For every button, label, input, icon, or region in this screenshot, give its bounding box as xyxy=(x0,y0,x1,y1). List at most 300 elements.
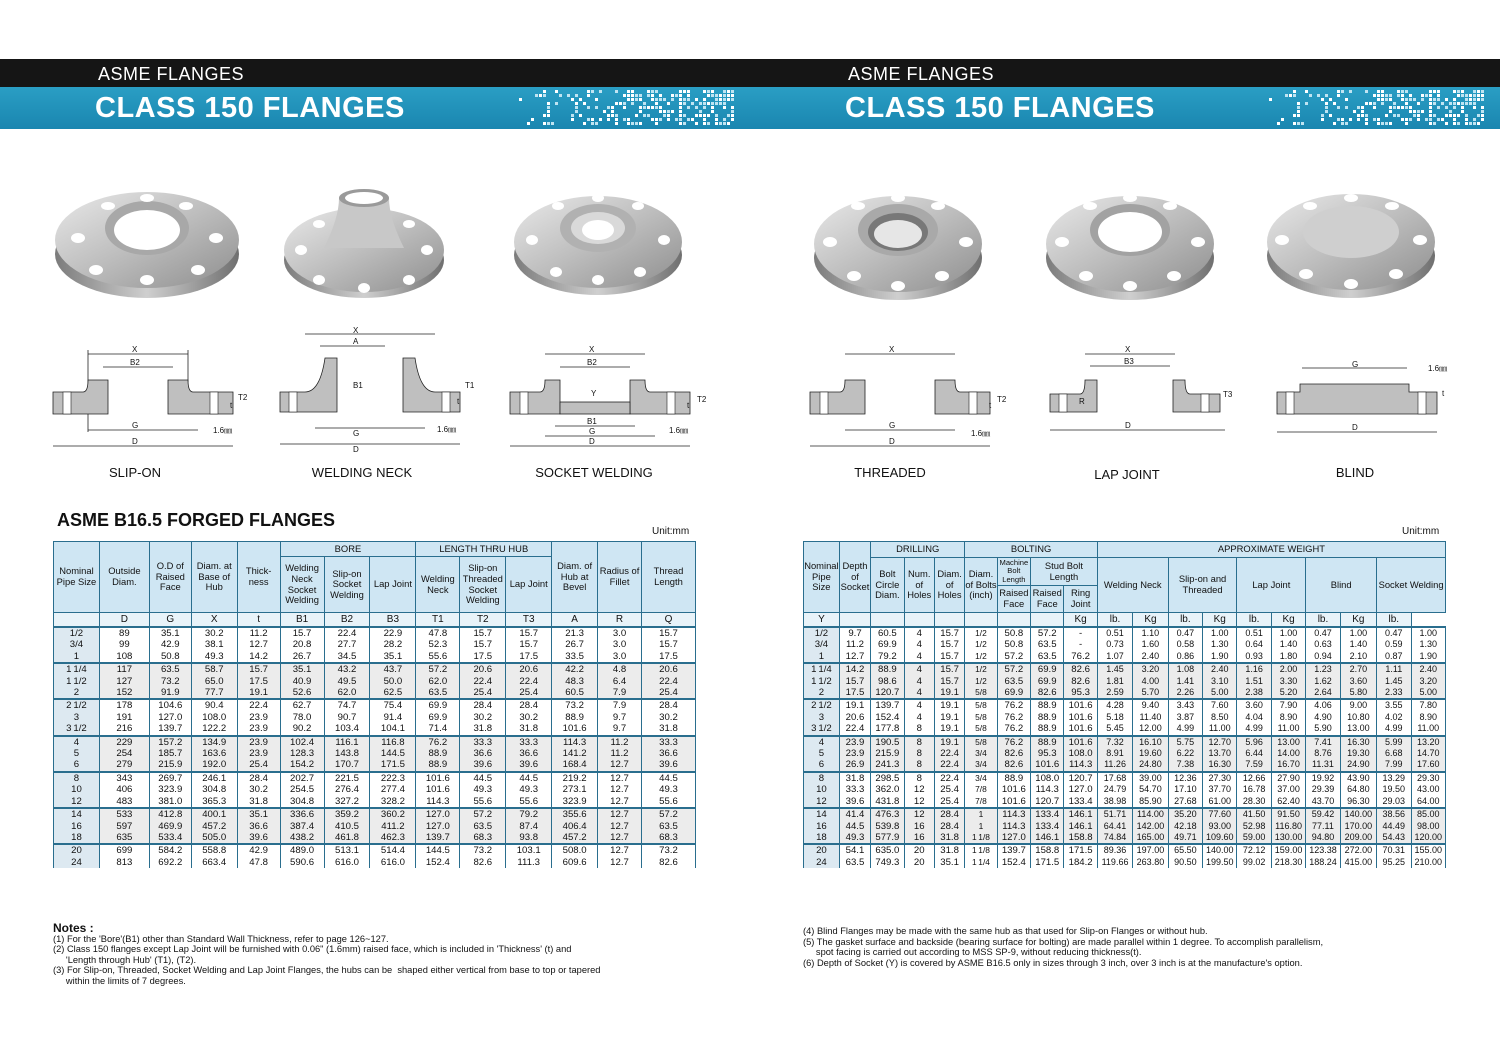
value-cell: 26.7 xyxy=(280,651,324,663)
pixel-dot xyxy=(1409,94,1412,97)
value-cell: 78.0 xyxy=(280,712,324,723)
col-group-bolting: BOLTING xyxy=(965,542,1098,558)
value-cell: 13.00 xyxy=(1340,723,1376,735)
value-cell: 16 xyxy=(904,821,934,832)
pipe-size-cell: 2 1/2 xyxy=(54,699,100,711)
value-cell: 6.68 xyxy=(1377,748,1411,759)
pixel-dot xyxy=(731,106,734,109)
value-cell: 152 xyxy=(99,687,149,699)
pixel-dot xyxy=(1377,118,1380,121)
value-cell: 279 xyxy=(99,759,149,771)
value-cell: 37.00 xyxy=(1271,784,1305,795)
value-cell: 3.60 xyxy=(1340,676,1376,687)
pipe-size-cell: 2 1/2 xyxy=(804,699,840,711)
table-row xyxy=(54,663,696,675)
pixel-dot xyxy=(1481,94,1484,97)
threaded-label: THREADED xyxy=(854,465,926,480)
pipe-size-cell: 1 1/4 xyxy=(804,663,840,675)
value-cell: 3.0 xyxy=(598,651,642,663)
value-cell: 64.80 xyxy=(1340,784,1376,795)
value-cell: 114.3 xyxy=(997,821,1030,832)
value-cell: 635 xyxy=(99,832,149,844)
pixel-dot xyxy=(571,98,574,101)
value-cell: 90.50 xyxy=(1168,857,1202,868)
pixel-dot xyxy=(1389,106,1392,109)
value-cell: 82.6 xyxy=(1064,676,1097,687)
value-cell: 154.2 xyxy=(280,759,324,771)
value-cell: 82.6 xyxy=(641,857,695,868)
value-cell: 70.31 xyxy=(1377,844,1411,856)
value-cell: 15.7 xyxy=(934,627,964,639)
pixel-dot xyxy=(587,106,590,109)
pixel-dot xyxy=(643,106,646,109)
value-cell: 55.6 xyxy=(641,796,695,808)
value-cell: 22.4 xyxy=(934,748,964,759)
value-cell: 69.9 xyxy=(1031,676,1064,687)
pixel-dot xyxy=(547,122,550,125)
pixel-dot xyxy=(1381,122,1384,125)
left-unit-label: Unit:mm xyxy=(652,526,690,537)
value-cell: 19.1 xyxy=(934,712,964,723)
pixel-dot xyxy=(1409,98,1412,101)
value-cell: 215.9 xyxy=(149,759,191,771)
value-cell: 7.32 xyxy=(1097,736,1132,748)
pixel-dot xyxy=(1321,118,1324,121)
value-cell: 2.10 xyxy=(1340,651,1376,663)
table-row xyxy=(54,796,696,808)
pixel-dot xyxy=(695,122,698,125)
pixel-dot xyxy=(551,122,554,125)
pixel-dot xyxy=(1349,90,1352,93)
value-cell: 558.8 xyxy=(191,844,237,856)
value-cell: 104.6 xyxy=(149,699,191,711)
pixel-dot xyxy=(1441,102,1444,105)
pixel-dot xyxy=(659,106,662,109)
svg-text:B2: B2 xyxy=(130,358,140,367)
value-cell: 29.30 xyxy=(1411,772,1446,784)
pixel-dot xyxy=(1433,102,1436,105)
col-wt-blind: Blind xyxy=(1306,558,1377,613)
value-cell: 28.2 xyxy=(370,639,416,650)
pixel-dot xyxy=(1465,122,1468,125)
pixel-dot xyxy=(1413,110,1416,113)
pixel-dot xyxy=(1481,110,1484,113)
col-stud-bolt: Stud Bolt Length xyxy=(1031,558,1098,586)
pixel-dot xyxy=(1457,90,1460,93)
pixel-dot xyxy=(1377,90,1380,93)
pixel-dot xyxy=(1329,114,1332,117)
value-cell: 168.4 xyxy=(552,759,598,771)
value-cell: 2.38 xyxy=(1237,687,1271,699)
value-cell: 144.5 xyxy=(416,844,460,856)
pixel-dot xyxy=(583,102,586,105)
pixel-dot xyxy=(1385,98,1388,101)
pixel-dot xyxy=(1337,94,1340,97)
table-row xyxy=(804,808,1446,820)
pixel-dot xyxy=(1405,106,1408,109)
value-cell: 209.00 xyxy=(1340,832,1376,844)
value-cell: 139.7 xyxy=(997,844,1030,856)
value-cell: 108 xyxy=(99,651,149,663)
value-cell: 120.00 xyxy=(1411,832,1446,844)
pixel-dot xyxy=(635,94,638,97)
col-diam-base: Diam. at Base of Hub xyxy=(191,542,237,613)
value-cell: 20.6 xyxy=(460,663,506,675)
col-unit: lb. xyxy=(1306,613,1340,628)
pixel-dot xyxy=(1397,94,1400,97)
value-cell: 19.1 xyxy=(934,736,964,748)
table-row xyxy=(54,808,696,820)
col-outside: Outside Diam. xyxy=(99,542,149,613)
value-cell: 89.36 xyxy=(1097,844,1132,856)
value-cell: 35.1 xyxy=(934,857,964,868)
col-letter: B1 xyxy=(280,613,324,628)
value-cell: 4 xyxy=(904,627,934,639)
value-cell: 51.71 xyxy=(1097,808,1132,820)
pixel-dot xyxy=(583,122,586,125)
pixel-dot xyxy=(1409,106,1412,109)
value-cell: 400.1 xyxy=(191,808,237,820)
pixel-dot xyxy=(1429,94,1432,97)
svg-text:D: D xyxy=(889,437,895,446)
pixel-dot xyxy=(1433,90,1436,93)
value-cell: 4.8 xyxy=(598,663,642,675)
pixel-dot xyxy=(571,114,574,117)
value-cell: 165.00 xyxy=(1133,832,1168,844)
value-cell: 1.11 xyxy=(1377,663,1411,675)
pixel-dot xyxy=(627,98,630,101)
pixel-dot xyxy=(1449,114,1452,117)
col-num-holes: Num. of Holes xyxy=(904,558,934,613)
value-cell: 12.7 xyxy=(598,832,642,844)
value-cell: 76.2 xyxy=(416,736,460,748)
value-cell: 539.8 xyxy=(871,821,904,832)
value-cell: 157.2 xyxy=(149,736,191,748)
value-cell: 140.00 xyxy=(1340,808,1376,820)
value-cell: 54.43 xyxy=(1377,832,1411,844)
pixel-dot xyxy=(1325,106,1328,109)
pixel-dot xyxy=(1405,90,1408,93)
col-unit: Kg xyxy=(1203,613,1237,628)
value-cell: 1.23 xyxy=(1306,663,1340,675)
value-cell: 146.1 xyxy=(1064,821,1097,832)
value-cell: 222.3 xyxy=(370,772,416,784)
value-cell: 9.7 xyxy=(598,723,642,735)
pipe-size-cell: 1 xyxy=(54,651,100,663)
value-cell: 159.00 xyxy=(1271,844,1305,856)
pixel-dot xyxy=(615,90,618,93)
pixel-dot xyxy=(543,114,546,117)
pixel-dot xyxy=(1365,114,1368,117)
pixel-dot xyxy=(1481,118,1484,121)
value-cell: 365.3 xyxy=(191,796,237,808)
value-cell: 49.71 xyxy=(1168,832,1202,844)
pixel-dot xyxy=(1297,106,1300,109)
pixel-dot xyxy=(707,122,710,125)
left-dimensions-table xyxy=(53,541,696,868)
value-cell: 31.8 xyxy=(506,723,552,735)
pixel-dot xyxy=(715,102,718,105)
pixel-dot xyxy=(1433,122,1436,125)
value-cell: 387.4 xyxy=(280,821,324,832)
col-letter: X xyxy=(191,613,237,628)
value-cell: 19.60 xyxy=(1133,748,1168,759)
value-cell: 158.8 xyxy=(1064,832,1097,844)
value-cell: 22.4 xyxy=(237,699,280,711)
lap-joint-diagram xyxy=(1045,342,1235,442)
value-cell: 120.7 xyxy=(871,687,904,699)
value-cell: 33.3 xyxy=(641,736,695,748)
value-cell: 22.4 xyxy=(460,676,506,687)
svg-text:X: X xyxy=(353,326,359,335)
col-letter: R xyxy=(598,613,642,628)
value-cell: 22.4 xyxy=(641,676,695,687)
col-unit: lb. xyxy=(1168,613,1202,628)
value-cell: 22.4 xyxy=(839,723,870,735)
pixel-dot xyxy=(703,98,706,101)
value-cell: 76.2 xyxy=(997,712,1030,723)
pixel-dot xyxy=(1401,94,1404,97)
table-row xyxy=(804,759,1446,771)
value-cell: 90.7 xyxy=(324,712,370,723)
value-cell: 1.90 xyxy=(1411,651,1446,663)
value-cell: 65.0 xyxy=(191,676,237,687)
value-cell: 63.5 xyxy=(839,857,870,868)
value-cell: 4.90 xyxy=(1306,712,1340,723)
pixel-dot xyxy=(1309,94,1312,97)
value-cell: 88.9 xyxy=(1031,736,1064,748)
pixel-dot xyxy=(1293,90,1296,93)
value-cell: 54.70 xyxy=(1133,784,1168,795)
table-row xyxy=(804,748,1446,759)
pixel-dot xyxy=(1429,90,1432,93)
welding-neck-flange-photo xyxy=(279,178,449,303)
value-cell: 33.3 xyxy=(506,736,552,748)
value-cell: 4.28 xyxy=(1097,699,1132,711)
value-cell: 123.38 xyxy=(1306,844,1340,856)
value-cell: 4 xyxy=(904,699,934,711)
value-cell: 62.40 xyxy=(1271,796,1305,808)
pixel-dot xyxy=(1421,110,1424,113)
value-cell: 152.4 xyxy=(871,712,904,723)
value-cell: 60.5 xyxy=(871,627,904,639)
pipe-size-cell: 14 xyxy=(54,808,100,820)
pixel-dot xyxy=(703,102,706,105)
value-cell: 505.0 xyxy=(191,832,237,844)
pixel-dot xyxy=(1441,118,1444,121)
pixel-dot xyxy=(1389,110,1392,113)
pixel-dot xyxy=(1449,110,1452,113)
pixel-dot xyxy=(1321,114,1324,117)
value-cell: 50.8 xyxy=(997,627,1030,639)
pixel-dot xyxy=(639,122,642,125)
value-cell: 79.2 xyxy=(871,651,904,663)
table-row xyxy=(54,759,696,771)
pixel-dot xyxy=(1405,102,1408,105)
value-cell: 3.30 xyxy=(1271,676,1305,687)
table-row xyxy=(54,844,696,856)
value-cell: 3.60 xyxy=(1237,699,1271,711)
value-cell: 101.6 xyxy=(1064,723,1097,735)
value-cell: 47.8 xyxy=(237,857,280,868)
value-cell: 22.4 xyxy=(934,772,964,784)
value-cell: 513.1 xyxy=(324,844,370,856)
value-cell: 5.99 xyxy=(1377,736,1411,748)
pixel-dot xyxy=(719,94,722,97)
value-cell: 41.4 xyxy=(839,808,870,820)
table-row xyxy=(54,651,696,663)
col-unit: lb. xyxy=(1237,613,1271,628)
value-cell: 116.1 xyxy=(324,736,370,748)
pixel-dot xyxy=(643,114,646,117)
value-cell: 35.1 xyxy=(149,627,191,639)
col-group-length: LENGTH THRU HUB xyxy=(416,542,552,557)
value-cell: 170.00 xyxy=(1340,821,1376,832)
pixel-dot xyxy=(727,114,730,117)
pixel-dot xyxy=(679,118,682,121)
value-cell: 59.00 xyxy=(1237,832,1271,844)
pixel-dot xyxy=(1385,94,1388,97)
svg-text:R: R xyxy=(1079,397,1085,406)
value-cell: 663.4 xyxy=(191,857,237,868)
pipe-size-cell: 12 xyxy=(54,796,100,808)
value-cell: 48.3 xyxy=(552,676,598,687)
value-cell: 16.78 xyxy=(1237,784,1271,795)
svg-text:G: G xyxy=(132,421,139,430)
value-cell: 11.2 xyxy=(598,748,642,759)
value-cell: 22.4 xyxy=(324,627,370,639)
value-cell: 116.8 xyxy=(370,736,416,748)
value-cell: 39.6 xyxy=(460,759,506,771)
value-cell: 30.2 xyxy=(237,784,280,795)
value-cell: 69.9 xyxy=(871,639,904,650)
value-cell: 12.00 xyxy=(1133,723,1168,735)
value-cell: 58.7 xyxy=(191,663,237,675)
value-cell: 29.03 xyxy=(1377,796,1411,808)
value-cell: 5.96 xyxy=(1237,736,1271,748)
value-cell: 3.10 xyxy=(1203,676,1237,687)
pixel-dot xyxy=(535,94,538,97)
value-cell: 12.7 xyxy=(598,808,642,820)
value-cell: 127.0 xyxy=(416,808,460,820)
col-letter: B2 xyxy=(324,613,370,628)
pixel-dot xyxy=(715,94,718,97)
col-letter: t xyxy=(237,613,280,628)
pixel-dot xyxy=(1361,106,1364,109)
pixel-dot xyxy=(1433,114,1436,117)
value-cell: 101.6 xyxy=(1031,759,1064,771)
value-cell: 89 xyxy=(99,627,149,639)
value-cell: 5.70 xyxy=(1133,687,1168,699)
value-cell: 457.2 xyxy=(552,832,598,844)
pixel-dot xyxy=(615,102,618,105)
pixel-pattern-decoration xyxy=(495,90,735,126)
value-cell: 35.1 xyxy=(280,663,324,675)
value-cell: 31.8 xyxy=(460,723,506,735)
value-cell: 304.8 xyxy=(280,796,324,808)
value-cell: 73.2 xyxy=(460,844,506,856)
value-cell: 1/2 xyxy=(965,639,997,650)
value-cell: 1/2 xyxy=(965,663,997,675)
pixel-dot xyxy=(1477,114,1480,117)
pixel-dot xyxy=(643,102,646,105)
pixel-dot xyxy=(1445,122,1448,125)
value-cell: 7.41 xyxy=(1306,736,1340,748)
value-cell: 95.3 xyxy=(1031,748,1064,759)
value-cell: 71.4 xyxy=(416,723,460,735)
pixel-dot xyxy=(1445,98,1448,101)
value-cell: 171.5 xyxy=(1064,844,1097,856)
col-letter-blank xyxy=(1031,613,1064,628)
value-cell: 43.2 xyxy=(324,663,370,675)
value-cell: 3/4 xyxy=(965,748,997,759)
pixel-dot xyxy=(607,106,610,109)
pixel-dot xyxy=(1477,94,1480,97)
value-cell: 5/8 xyxy=(965,712,997,723)
value-cell: 30.2 xyxy=(191,627,237,639)
col-unit: Kg xyxy=(1271,613,1305,628)
value-cell: 62.0 xyxy=(416,676,460,687)
col-stud-rj: Ring Joint xyxy=(1064,586,1097,613)
value-cell: 25.4 xyxy=(934,796,964,808)
pixel-dot xyxy=(651,118,654,121)
pixel-dot xyxy=(543,90,546,93)
pipe-size-cell: 3 1/2 xyxy=(804,723,840,735)
col-diam-holes: Diam. of Holes xyxy=(934,558,964,613)
socket-welding-flange-photo xyxy=(508,180,688,300)
value-cell: 62.7 xyxy=(280,699,324,711)
pixel-dot xyxy=(1385,122,1388,125)
value-cell: 152.4 xyxy=(997,857,1030,868)
pixel-dot xyxy=(647,94,650,97)
value-cell: 52.6 xyxy=(280,687,324,699)
value-cell: 1.45 xyxy=(1097,663,1132,675)
value-cell: 88.9 xyxy=(871,663,904,675)
pipe-size-cell: 16 xyxy=(54,821,100,832)
value-cell: 462.3 xyxy=(370,832,416,844)
value-cell: 35.20 xyxy=(1168,808,1202,820)
note-line: (1) For the 'Bore'(B1) other than Standard Wall Thickness, refer to page 126~127. xyxy=(53,933,389,944)
value-cell: 23.9 xyxy=(237,712,280,723)
slip-on-diagram xyxy=(48,342,248,454)
pixel-dot xyxy=(639,98,642,101)
value-cell: 276.4 xyxy=(324,784,370,795)
value-cell: 4.99 xyxy=(1377,723,1411,735)
value-cell: 17.5 xyxy=(641,651,695,663)
value-cell: 23.9 xyxy=(237,723,280,735)
pixel-dot xyxy=(723,106,726,109)
value-cell: 13.20 xyxy=(1411,736,1446,748)
value-cell: 4 xyxy=(904,687,934,699)
pixel-dot xyxy=(695,98,698,101)
pixel-dot xyxy=(687,118,690,121)
value-cell: 85.90 xyxy=(1133,796,1168,808)
value-cell: 134.9 xyxy=(191,736,237,748)
value-cell: 141.2 xyxy=(552,748,598,759)
value-cell: 188.24 xyxy=(1306,857,1340,868)
pixel-dot xyxy=(711,94,714,97)
table-row xyxy=(54,857,696,868)
pipe-size-cell: 1 1/4 xyxy=(54,663,100,675)
col-diam-bolts: Diam. of Bolts (inch) xyxy=(965,558,997,613)
pixel-dot xyxy=(635,98,638,101)
value-cell: 14.00 xyxy=(1271,748,1305,759)
pixel-dot xyxy=(1429,122,1432,125)
pixel-dot xyxy=(655,118,658,121)
pixel-dot xyxy=(691,102,694,105)
svg-text:D: D xyxy=(1125,421,1131,430)
value-cell: 64.00 xyxy=(1411,796,1446,808)
